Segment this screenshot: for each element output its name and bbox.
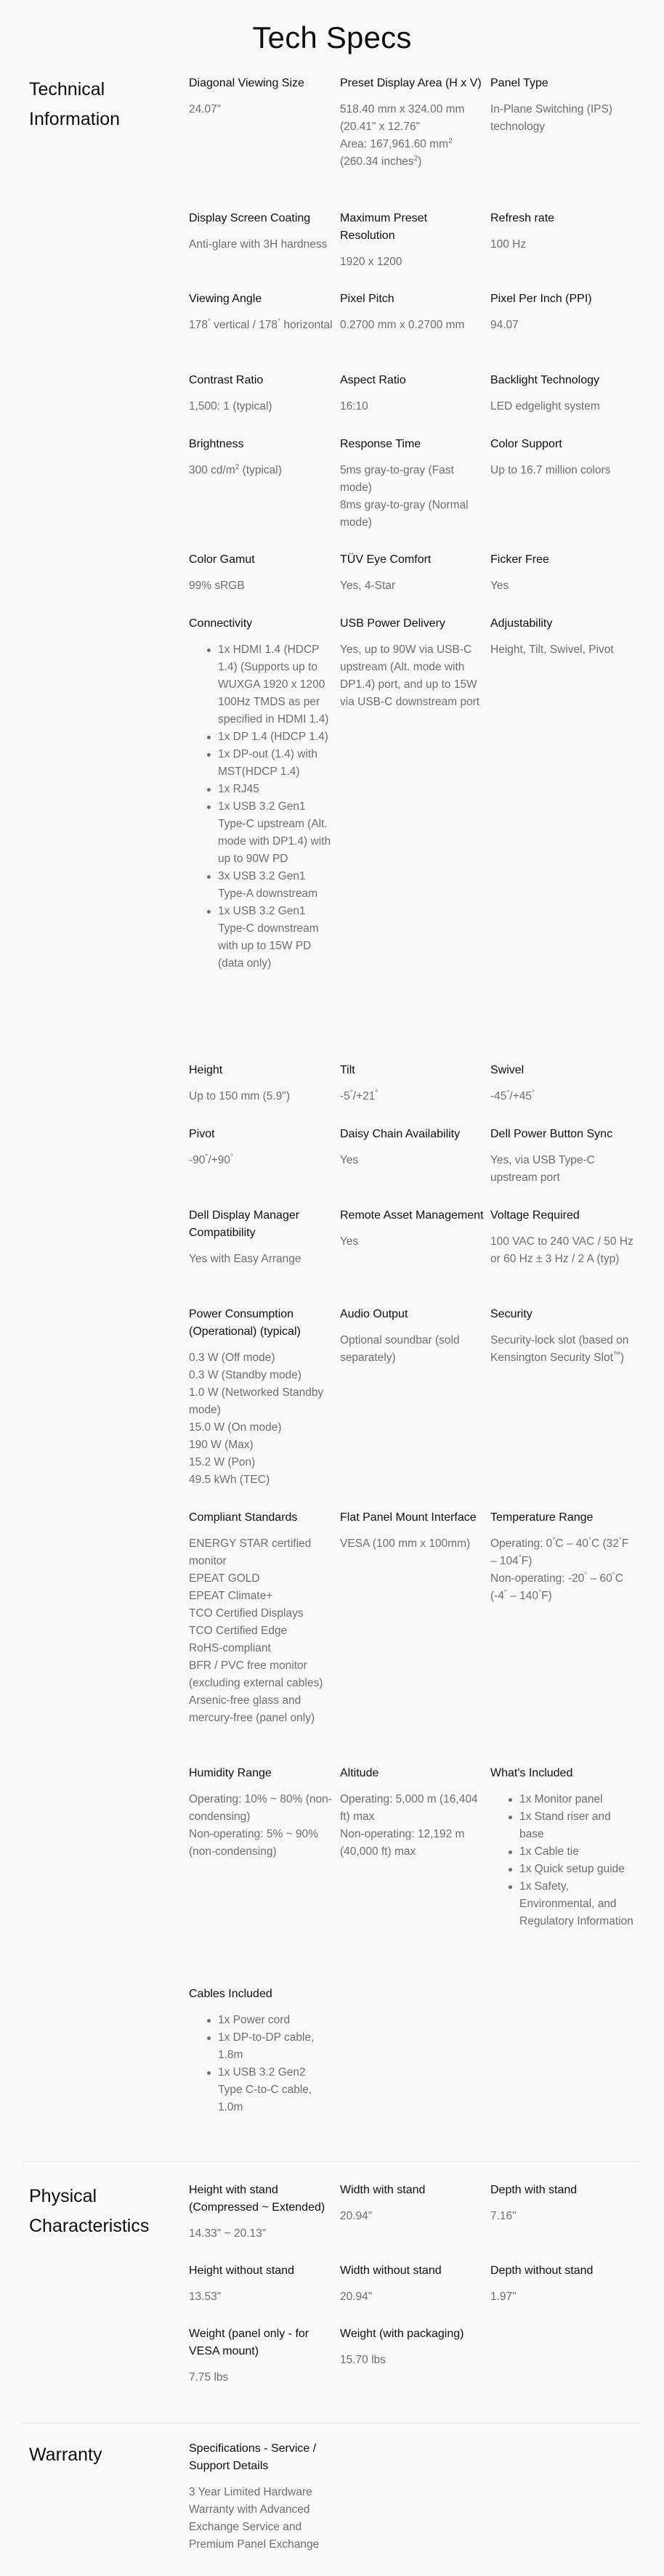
list-item: 1x Cable tie [519, 1843, 634, 1861]
spec-value [490, 1791, 634, 1930]
spec-label: Color Gamut [189, 553, 255, 566]
spec-label: Height without stand [189, 2264, 294, 2277]
spec-value-line: 15.0 W (On mode) [189, 1421, 282, 1434]
spec-response [340, 436, 484, 532]
spec-label: Panel Type [490, 77, 548, 89]
spec-value: 100 Hz [490, 238, 527, 251]
spec-value-line: BFR / PVC free monitor (excluding external cables) [189, 1659, 323, 1689]
spec-d-stand [490, 2182, 634, 2225]
spec-value: 99% sRGB [189, 580, 245, 592]
spec-label: Temperature Range [490, 1511, 594, 1524]
spec-value [189, 641, 333, 972]
spec-diagonal [189, 75, 333, 118]
list-item: 1x DP-out (1.4) with MST(HDCP 1.4) [218, 746, 333, 781]
spec-w-nostand [340, 2262, 484, 2306]
spec-value [340, 101, 484, 171]
spec-value: 24.07" [189, 103, 222, 115]
spec-label: Tilt [340, 1064, 355, 1076]
spec-value: In-Plane Switching (IPS) technology [490, 103, 612, 133]
spec-value-line: Operating: 0°C – 40°C (32°F – 104°F) [490, 1536, 629, 1567]
list-item: 1x USB 3.2 Gen2 Type C-to-C cable, 1.0m [218, 2064, 333, 2116]
spec-label: Color Support [490, 438, 562, 450]
spec-value-line: 0.3 W (Off mode) [189, 1352, 275, 1364]
spec-temperature [490, 1509, 634, 1605]
spec-preset-area [340, 75, 484, 171]
spec-color-support [490, 436, 634, 479]
spec-value: 1.97" [490, 2291, 517, 2303]
spec-ddm [189, 1207, 333, 1268]
spec-bullet-list [189, 641, 333, 972]
spec-value [189, 2012, 333, 2116]
spec-h-stand [189, 2182, 333, 2243]
section-title-physical: Physical Characteristics [29, 2186, 150, 2236]
spec-value: Security-lock slot (based on Kensington Security Slot™) [490, 1334, 629, 1364]
section-title-technical: Technical Information [29, 79, 121, 129]
spec-label: Swivel [490, 1064, 525, 1076]
spec-aspect [340, 372, 484, 415]
spec-label: USB Power Delivery [340, 617, 445, 630]
spec-voltage [490, 1207, 634, 1268]
spec-h-nostand [189, 2262, 333, 2306]
spec-value-line: Arsenic-free glass and mercury-free (panel only) [189, 1694, 315, 1724]
spec-gamut [189, 551, 333, 595]
section-title-warranty: Warranty [29, 2445, 102, 2465]
spec-label: What's Included [490, 1767, 573, 1779]
spec-value-line: 15.2 W (Pon) [189, 1456, 256, 1468]
spec-label: Diagonal Viewing Size [189, 77, 304, 89]
spec-label: Contrast Ratio [189, 374, 264, 386]
spec-label: Humidity Range [189, 1767, 272, 1779]
spec-label: Display Screen Coating [189, 212, 311, 224]
spec-humidity [189, 1765, 333, 1861]
spec-label: Dell Display Manager Compatibility [189, 1209, 300, 1239]
list-item: 1x Power cord [218, 2012, 333, 2029]
spec-tuv [340, 551, 484, 595]
spec-swivel [490, 1062, 634, 1105]
spec-value-line: Non-operating: -20° – 60°C (-4° – 140°F) [490, 1571, 623, 1602]
list-item: 1x Safety, Environmental, and Regulatory Information [519, 1878, 634, 1930]
spec-value: 20.94" [340, 2210, 373, 2222]
spec-value [340, 462, 484, 532]
list-item: 1x RJ45 [218, 781, 333, 798]
spec-value: 7.16" [490, 2210, 517, 2222]
spec-power-sync [490, 1126, 634, 1187]
spec-value [189, 1349, 333, 1489]
spec-value [340, 1791, 484, 1861]
spec-value: VESA (100 mm x 100mm) [340, 1537, 471, 1550]
technical-information-section [23, 75, 640, 2152]
spec-value: 0.2700 mm x 0.2700 mm [340, 319, 465, 331]
list-item: 1x DP 1.4 (HDCP 1.4) [218, 728, 333, 746]
spec-label: Width without stand [340, 2264, 442, 2277]
spec-value: 20.94" [340, 2291, 373, 2303]
spec-label: Weight (with packaging) [340, 2328, 464, 2340]
spec-coating [189, 210, 333, 253]
spec-connectivity [189, 615, 333, 972]
spec-label: Voltage Required [490, 1209, 580, 1222]
section-divider [23, 2161, 640, 2162]
spec-bullet-list [490, 1791, 634, 1930]
spec-value: Yes [490, 580, 509, 592]
spec-ppi [490, 290, 634, 334]
spec-label: Aspect Ratio [340, 374, 406, 386]
spec-value-line: Operating: 10% ~ 80% (non-condensing) [189, 1793, 332, 1823]
spec-d-nostand [490, 2262, 634, 2306]
spec-label: Depth with stand [490, 2184, 578, 2196]
spec-value: Yes, 4-Star [340, 580, 396, 592]
spec-pixel-pitch [340, 290, 484, 334]
spec-security [490, 1306, 634, 1367]
spec-value: Up to 16.7 million colors [490, 464, 611, 476]
spec-whats-included [490, 1765, 634, 1930]
spec-altitude [340, 1765, 484, 1861]
spec-value-line: Non-operating: 12,192 m (40,000 ft) max [340, 1828, 465, 1858]
spec-label: Power Consumption (Operational) (typical) [189, 1308, 301, 1338]
spec-label: TÜV Eye Comfort [340, 553, 432, 566]
spec-label: Dell Power Button Sync [490, 1128, 613, 1140]
spec-value: 7.75 lbs [189, 2371, 229, 2384]
spec-value: 1,500: 1 (typical) [189, 400, 272, 413]
spec-weight-panel [189, 2325, 333, 2386]
spec-weight-pkg [340, 2325, 484, 2369]
spec-w-stand [340, 2182, 484, 2225]
spec-value: 14.33" ~ 20.13" [189, 2227, 267, 2240]
spec-label: Specifications - Service / Support Details [189, 2442, 317, 2472]
spec-label: Connectivity [189, 617, 253, 630]
list-item: 1x Monitor panel [519, 1791, 634, 1808]
spec-backlight [490, 372, 634, 415]
spec-value: LED edgelight system [490, 400, 600, 413]
warranty-section [23, 2398, 640, 2572]
spec-remote-asset [340, 1207, 484, 1251]
spec-value [189, 1791, 333, 1861]
spec-value: Anti-glare with 3H hardness [189, 238, 328, 251]
spec-value-line: TCO Certified Displays [189, 1607, 304, 1620]
spec-label: Backlight Technology [490, 374, 600, 386]
spec-pivot [189, 1126, 333, 1169]
spec-value-line: Non-operating: 5% ~ 90% (non-condensing) [189, 1828, 318, 1858]
spec-daisy [340, 1126, 484, 1169]
spec-service [189, 2440, 333, 2553]
spec-value: 16:10 [340, 400, 368, 413]
spec-brightness [189, 436, 333, 479]
spec-label: Depth without stand [490, 2264, 594, 2277]
spec-cables [189, 1986, 333, 2116]
spec-audio [340, 1306, 484, 1367]
spec-label: Cables Included [189, 1988, 272, 2000]
spec-value: 178° vertical / 178° horizontal [189, 317, 333, 331]
spec-value: -45°/+45° [490, 1089, 535, 1102]
spec-value: Height, Tilt, Swivel, Pivot [490, 643, 614, 656]
spec-value-line: EPEAT Climate+ [189, 1590, 273, 1602]
spec-flicker [490, 551, 634, 595]
spec-value [490, 1535, 634, 1605]
spec-label: Width with stand [340, 2184, 426, 2196]
spec-value-line: ENERGY STAR certified monitor [189, 1537, 312, 1567]
spec-value-line: 5ms gray-to-gray (Fast mode) [340, 464, 454, 494]
spec-value-line: TCO Certified Edge [189, 1625, 288, 1637]
spec-label: Height with stand (Compressed ~ Extended) [189, 2184, 325, 2214]
list-item: 1x Quick setup guide [519, 1861, 634, 1878]
page-title: Tech Specs [252, 20, 412, 54]
spec-value: 3 Year Limited Hardware Warranty with Advanced Exchange Service and Premium Panel Exchange [189, 2486, 320, 2551]
spec-value: 1920 x 1200 [340, 256, 402, 268]
spec-vesa [340, 1509, 484, 1553]
spec-label: Viewing Angle [189, 293, 262, 305]
spec-label: Refresh rate [490, 212, 555, 224]
spec-panel-type [490, 75, 634, 136]
spec-value-line: 0.3 W (Standby mode) [189, 1369, 302, 1381]
spec-label: Adjustability [490, 617, 553, 630]
spec-viewing-angle [189, 290, 333, 334]
spec-label: Flat Panel Mount Interface [340, 1511, 477, 1524]
spec-label: Preset Display Area (H x V) [340, 77, 482, 89]
spec-value: 13.53" [189, 2291, 222, 2303]
list-item: 1x HDMI 1.4 (HDCP 1.4) (Supports up to WUXGA 1920 x 1200 100Hz TMDS as per specified in HDMI 1.4) [218, 641, 333, 728]
spec-label: Ficker Free [490, 553, 549, 566]
list-item: 1x USB 3.2 Gen1 Type-C upstream (Alt. mode with DP1.4) with up to 90W PD [218, 798, 333, 868]
spec-value: 15.70 lbs [340, 2354, 386, 2366]
spec-label: Pixel Pitch [340, 293, 394, 305]
spec-value-line: RoHS-compliant [189, 1642, 271, 1654]
spec-value: 94.07 [490, 319, 519, 331]
spec-value-line: 8ms gray-to-gray (Normal mode) [340, 499, 469, 529]
spec-value: Yes, via USB Type-C upstream port [490, 1154, 595, 1184]
spec-value: 300 $cd/m^2$ (typical) [189, 463, 282, 476]
spec-label: Brightness [189, 438, 244, 450]
physical-characteristics-section [23, 2182, 640, 2392]
spec-contrast [189, 372, 333, 415]
spec-value: Yes [340, 1154, 359, 1166]
spec-label: Height [189, 1064, 223, 1076]
spec-label: Pixel Per Inch (PPI) [490, 293, 592, 305]
spec-value: Up to 150 mm (5.9") [189, 1090, 291, 1102]
spec-value-line: 518.40 mm x 324.00 mm (20.41" x 12.76" [340, 103, 465, 133]
spec-value: Optional soundbar (sold separately) [340, 1334, 460, 1364]
spec-value: -90°/+90° [189, 1153, 234, 1166]
spec-compliant [189, 1509, 333, 1727]
spec-label: Daisy Chain Availability [340, 1128, 461, 1140]
spec-label: Response Time [340, 438, 421, 450]
spec-label: Compliant Standards [189, 1511, 298, 1524]
spec-label: Audio Output [340, 1308, 408, 1320]
spec-label: Remote Asset Management [340, 1209, 484, 1222]
spec-value-line: 190 W (Max) [189, 1439, 254, 1451]
spec-tilt [340, 1062, 484, 1105]
spec-value: 100 VAC to 240 VAC / 50 Hz or 60 Hz ± 3 Hz / 2 A (typ) [490, 1235, 633, 1265]
spec-value: Yes, up to 90W via USB-C upstream (Alt. mode with DP1.4) port, and up to 15W via USB-C downstream port [340, 643, 480, 708]
spec-value: -5°/+21° [340, 1089, 378, 1102]
list-item: 1x DP-to-DP cable, 1.8m [218, 2029, 333, 2064]
spec-value-line: 49.5 kWh (TEC) [189, 1474, 270, 1486]
spec-value-line: EPEAT GOLD [189, 1572, 260, 1585]
spec-power-consumption [189, 1306, 333, 1489]
spec-refresh [490, 210, 634, 253]
spec-label: Weight (panel only - for VESA mount) [189, 2328, 309, 2357]
list-item: 1x Stand riser and base [519, 1808, 634, 1843]
list-item: 3x USB 3.2 Gen1 Type-A downstream [218, 868, 333, 903]
spec-adjustability [490, 615, 634, 659]
spec-label: Maximum Preset Resolution [340, 212, 428, 242]
spec-label: Security [490, 1308, 533, 1320]
spec-value-line: Operating: 5,000 m (16,404 ft) max [340, 1793, 478, 1823]
spec-bullet-list [189, 2012, 333, 2116]
spec-usb-pd [340, 615, 484, 711]
spec-value: Yes [340, 1235, 359, 1248]
spec-label: Altitude [340, 1767, 379, 1779]
spec-label: Pivot [189, 1128, 215, 1140]
list-item: 1x USB 3.2 Gen1 Type-C downstream with up to 15W PD (data only) [218, 903, 333, 972]
spec-max-res [340, 210, 484, 271]
spec-value [189, 1535, 333, 1727]
spec-height [189, 1062, 333, 1105]
spec-value: Yes with Easy Arrange [189, 1253, 301, 1265]
spec-value-line: 1.0 W (Networked Standby mode) [189, 1386, 324, 1416]
spec-value-line: Area: 167,961.60 $mm^2$ (260.34 inches$^2$) [340, 137, 453, 168]
